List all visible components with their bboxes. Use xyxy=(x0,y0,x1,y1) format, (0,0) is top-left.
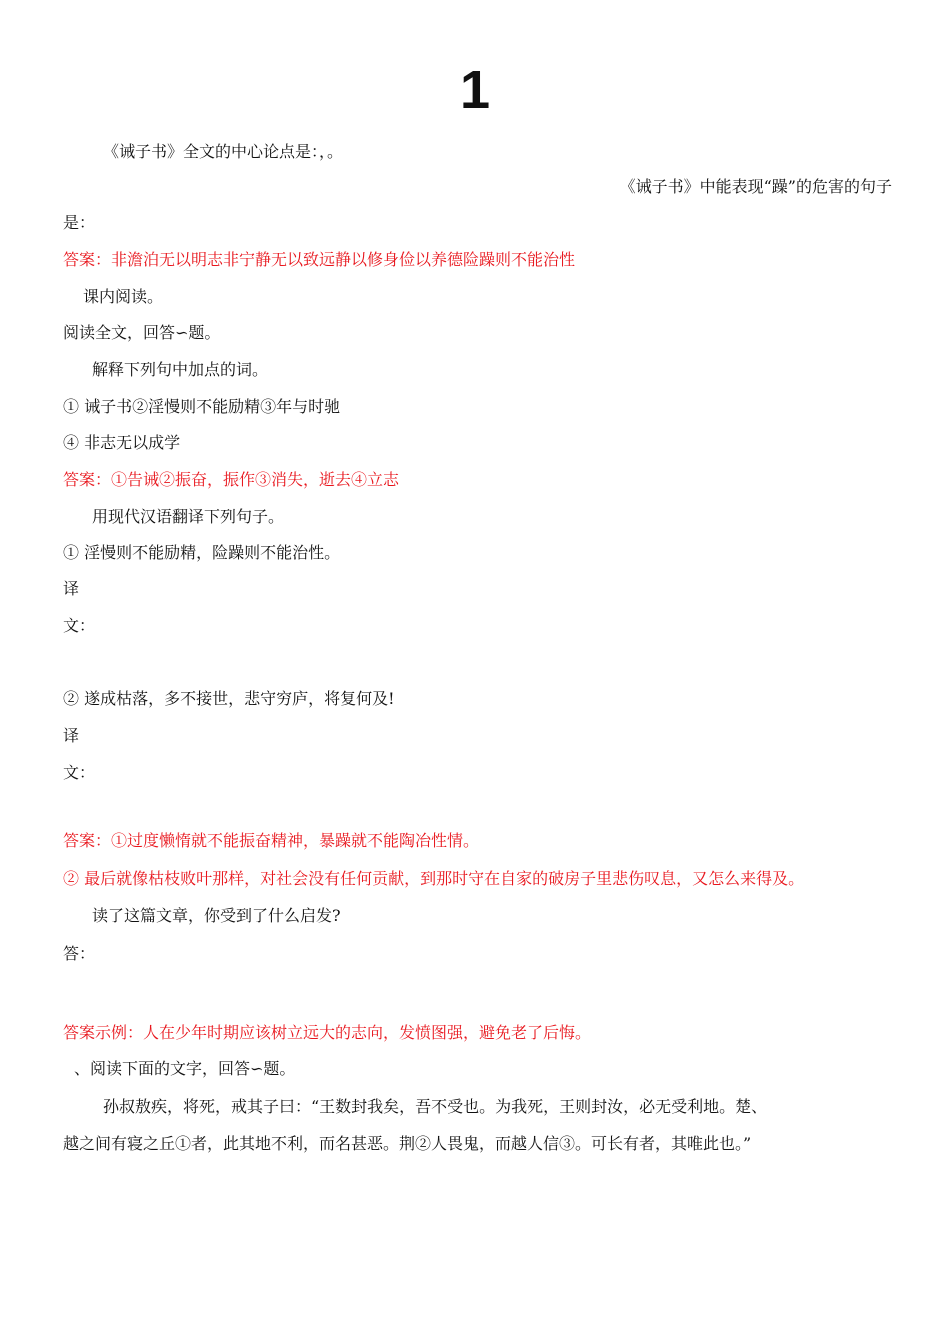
question-inspiration: 读了这篇文章，你受到了什么启发? xyxy=(92,906,341,925)
question-restless-harm-cont: 是： xyxy=(63,213,96,232)
translation-label-2a: 译 xyxy=(63,726,80,745)
translation-label-1b: 文： xyxy=(63,616,96,635)
page-number: 1 xyxy=(459,60,491,120)
question-central-thesis: 《诫子书》全文的中心论点是：，。 xyxy=(103,142,344,161)
words-list-2: ④ 非志无以成学 xyxy=(63,433,181,452)
answer-3b: ② 最后就像枯枝败叶那样，对社会没有任何贡献，到那时守在自家的破房子里悲伤叹息，又怎么来得及。 xyxy=(63,869,805,888)
translate-sentence-2: ② 遂成枯落，多不接世，悲守穷庐，将复何及! xyxy=(63,689,395,708)
translate-sentence-1: ① 淫慢则不能励精，险躁则不能治性。 xyxy=(63,543,341,562)
translation-label-1a: 译 xyxy=(63,579,80,598)
words-list-1: ① 诫子书②淫慢则不能励精③年与时驰 xyxy=(63,397,341,416)
answer-3a: 答案：①过度懒惰就不能振奋精神，暴躁就不能陶冶性情。 xyxy=(63,831,480,850)
passage-line-2: 越之间有寝之丘①者，此其地不利，而名甚恶。荆②人畏鬼，而越人信③。可长有者，其唯此也。” xyxy=(63,1134,752,1153)
question-restless-harm: 《诫子书》中能表现“躁”的危害的句子 xyxy=(619,177,892,196)
question-explain-words: 解释下列句中加点的词。 xyxy=(92,360,269,379)
passage-line-1: 孙叔敖疾，将死，戒其子曰：“王数封我矣，吾不受也。为我死，王则封汝，必无受利地。楚、 xyxy=(103,1097,768,1116)
answer-label: 答： xyxy=(63,944,96,963)
answer-example: 答案示例：人在少年时期应该树立远大的志向，发愤图强，避免老了后悔。 xyxy=(63,1023,592,1042)
question-translate: 用现代汉语翻译下列句子。 xyxy=(92,507,285,526)
translation-label-2b: 文： xyxy=(63,763,96,782)
instruction-read-full-text: 阅读全文，回答∽题。 xyxy=(63,323,221,342)
section-heading-passage: 、阅读下面的文字，回答∽题。 xyxy=(74,1059,296,1078)
section-heading-reading: 课内阅读。 xyxy=(83,287,164,306)
answer-2: 答案：①告诫②振奋，振作③消失，逝去④立志 xyxy=(63,470,400,489)
answer-1: 答案：非澹泊无以明志非宁静无以致远静以修身俭以养德险躁则不能治性 xyxy=(63,250,576,269)
